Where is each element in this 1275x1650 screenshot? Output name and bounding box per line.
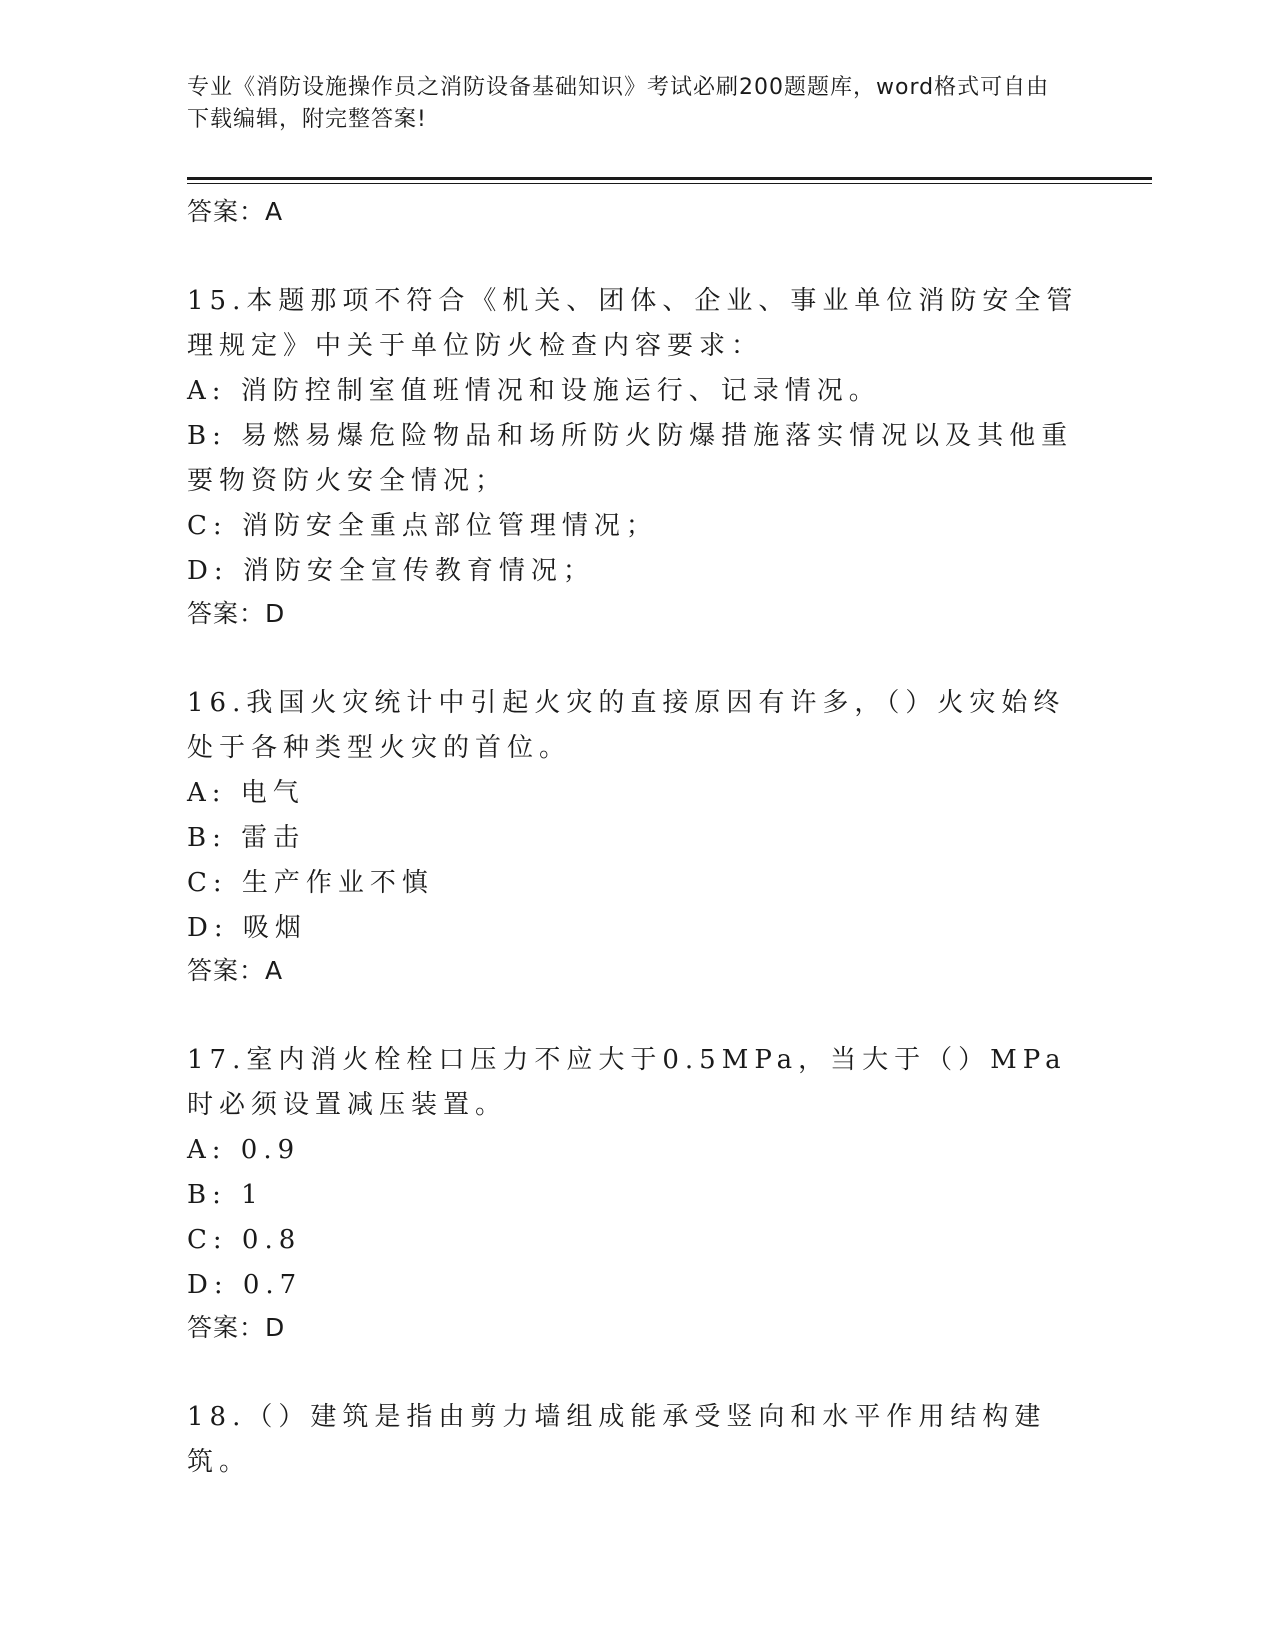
spacer [187, 991, 1087, 1038]
previous-answer: 答案：A [187, 197, 284, 226]
question-list [187, 190, 1087, 1485]
question-stem: 15.本题那项不符合《机关、团体、企业、事业单位消防安全管理规定》中关于单位防火检查内容要求： [187, 286, 1079, 361]
header-text: 专业《消防设施操作员之消防设备基础知识》考试必刷200题题库，word格式可自由下载编辑，附完整答案! [187, 75, 1050, 132]
spacer [187, 634, 1087, 681]
spacer [187, 232, 1087, 279]
option-d: D: 消防安全宣传教育情况； [187, 556, 595, 586]
question-stem: 16.我国火灾统计中引起火灾的直接原因有许多，（）火灾始终处于各种类型火灾的首位。 [187, 688, 1066, 763]
option-c: C: 消防安全重点部位管理情况； [187, 511, 658, 541]
option-a: A: 电气 [187, 778, 305, 808]
option-a: A: 消防控制室值班情况和设施运行、记录情况。 [187, 376, 881, 406]
document-header [187, 72, 1067, 136]
spacer [187, 1348, 1087, 1395]
option-c: C: 生产作业不慎 [187, 868, 434, 898]
option-b: B: 易燃易爆危险物品和场所防火防爆措施落实情况以及其他重要物资防火安全情况； [187, 421, 1074, 496]
option-b: B: 雷击 [187, 823, 306, 853]
question-answer: 答案：D [187, 599, 286, 628]
option-d: D: 0.7 [187, 1270, 303, 1300]
option-d: D: 吸烟 [187, 913, 307, 943]
header-rule-thin [187, 183, 1152, 184]
question-answer: 答案：D [187, 1313, 286, 1342]
option-c: C: 0.8 [187, 1225, 302, 1255]
question-18 [187, 1395, 1087, 1485]
option-a: A: 0.9 [187, 1135, 301, 1165]
question-17 [187, 1038, 1087, 1348]
question-stem: 18.（）建筑是指由剪力墙组成能承受竖向和水平作用结构建筑。 [187, 1402, 1047, 1477]
question-16 [187, 681, 1087, 991]
header-rule-thick [187, 177, 1152, 180]
option-b: B: 1 [187, 1180, 264, 1210]
question-stem: 17.室内消火栓栓口压力不应大于0.5MPa，当大于（）MPa时必须设置减压装置。 [187, 1045, 1067, 1120]
question-15 [187, 279, 1087, 634]
question-answer: 答案：A [187, 956, 284, 985]
